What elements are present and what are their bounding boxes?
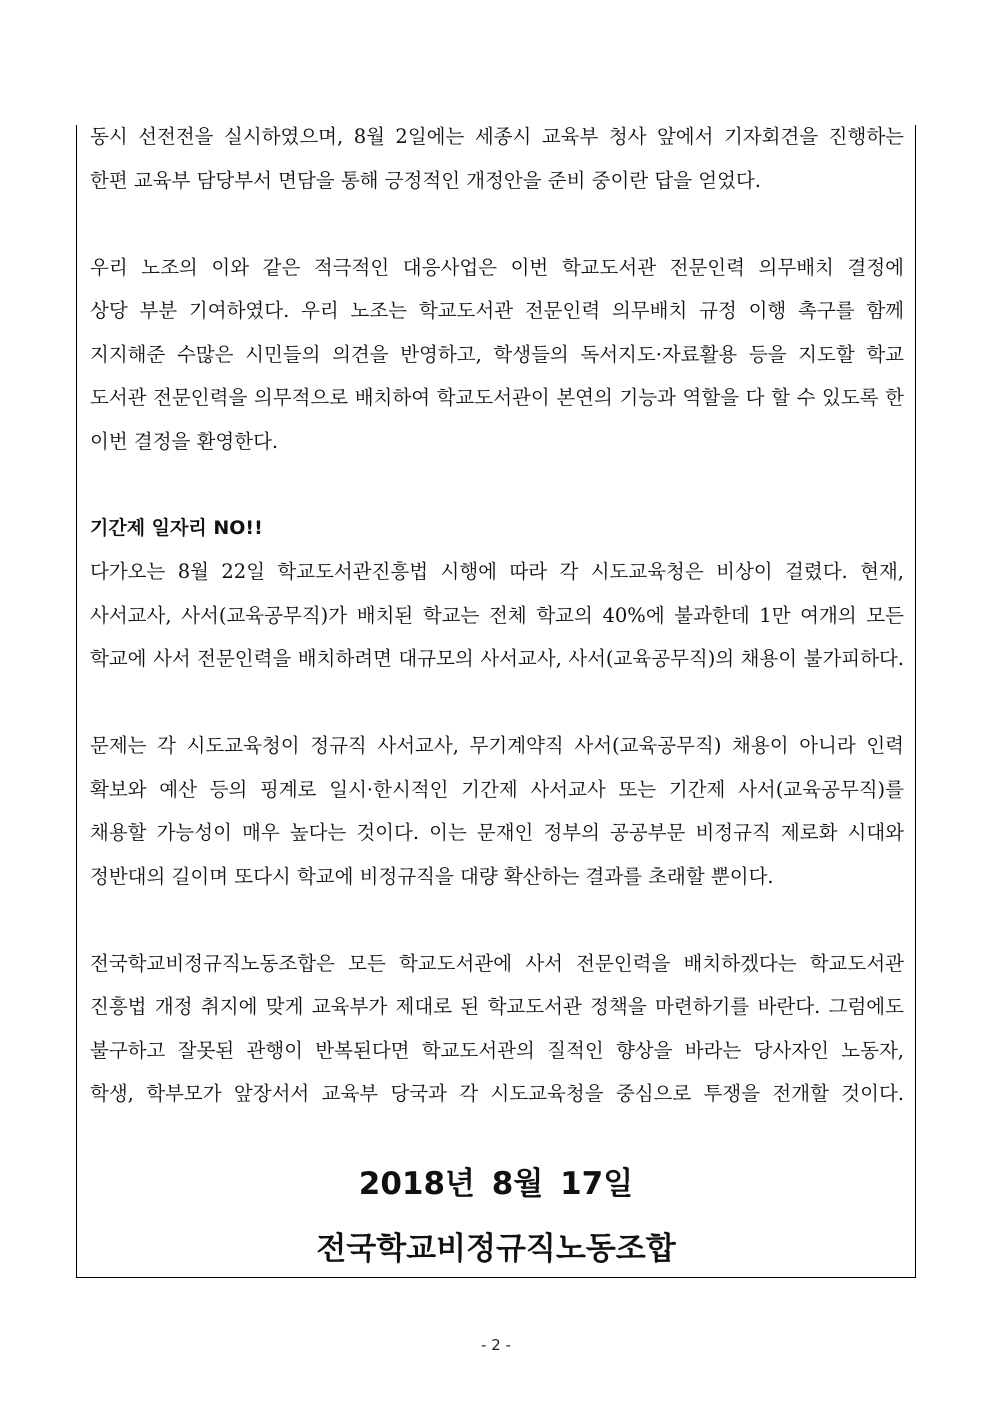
text-line: 정반대의 길이며 또다시 학교에 비정규직을 대량 확산하는 결과를 초래할 뿐이다.: [90, 864, 774, 888]
text-line: 이번 결정을 환영한다.: [90, 429, 279, 453]
text-line: 다가오는 8월 22일 학교도서관진흥법 시행에 따라 각 시도교육청은 비상이 걸렸다. 현재,: [90, 560, 904, 583]
paragraph-gap: [90, 898, 904, 942]
text-line: 학생, 학부모가 앞장서서 교육부 당국과 각 시도교육청을 중심으로 투쟁을 전개할 것이다.: [90, 1082, 904, 1105]
organization-name: 전국학교비정규직노동조합: [316, 1231, 676, 1267]
text-line: 우리 노조의 이와 같은 적극적인 대응사업은 이번 학교도서관 전문인력 의무배치 결정에: [90, 255, 904, 279]
text-line: 학교에 사서 전문인력을 배치하려면 대규모의 사서교사, 사서(교육공무직)의 채용이 불가피하다.: [90, 647, 904, 670]
statement-date: 2018년 8월 17일: [358, 1166, 634, 1202]
text-line: 사서교사, 사서(교육공무직)가 배치된 학교는 전체 학교의 40%에 불과한데 1만 여개의 모든: [90, 603, 904, 627]
text-line: 한편 교육부 담당부서 면담을 통해 긍정적인 개정안을 준비 중이란 답을 얻었다.: [90, 168, 761, 192]
paragraph-gap: [90, 202, 904, 246]
text-line: 진흥법 개정 취지에 맞게 교육부가 제대로 된 학교도서관 정책을 마련하기를 바란다. 그럼에도: [90, 995, 904, 1018]
text-line: 동시 선전전을 실시하였으며, 8월 2일에는 세종시 교육부 청사 앞에서 기자회견을 진행하는: [90, 125, 904, 148]
text-line: 채용할 가능성이 매우 높다는 것이다. 이는 문재인 정부의 공공부문 비정규직 제로화 시대와: [90, 821, 904, 844]
text-line: 상당 부분 기여하였다. 우리 노조는 학교도서관 전문인력 의무배치 규정 이행 촉구를 함께: [90, 299, 904, 322]
text-line: 확보와 예산 등의 핑계로 일시·한시적인 기간제 사서교사 또는 기간제 사서(교육공무직)를: [90, 777, 904, 801]
section-heading: 기간제 일자리 NO!!: [90, 516, 263, 539]
statement-body: [90, 115, 904, 1116]
text-line: 도서관 전문인력을 의무적으로 배치하여 학교도서관이 본연의 기능과 역할을 다 할 수 있도록 한: [90, 386, 904, 409]
paragraph-gap: [90, 463, 904, 507]
page-number: - 2 -: [481, 1336, 511, 1354]
text-line: 문제는 각 시도교육청이 정규직 사서교사, 무기계약직 사서(교육공무직) 채용이 아니라 인력: [90, 734, 904, 757]
text-line: 전국학교비정규직노동조합은 모든 학교도서관에 사서 전문인력을 배치하겠다는 학교도서관: [90, 951, 904, 975]
text-line: 불구하고 잘못된 관행이 반복된다면 학교도서관의 질적인 향상을 바라는 당사자인 노동자,: [90, 1038, 904, 1062]
text-line: 지지해준 수많은 시민들의 의견을 반영하고, 학생들의 독서지도·자료활용 등을 지도할 학교: [90, 342, 904, 366]
paragraph-gap: [90, 681, 904, 725]
